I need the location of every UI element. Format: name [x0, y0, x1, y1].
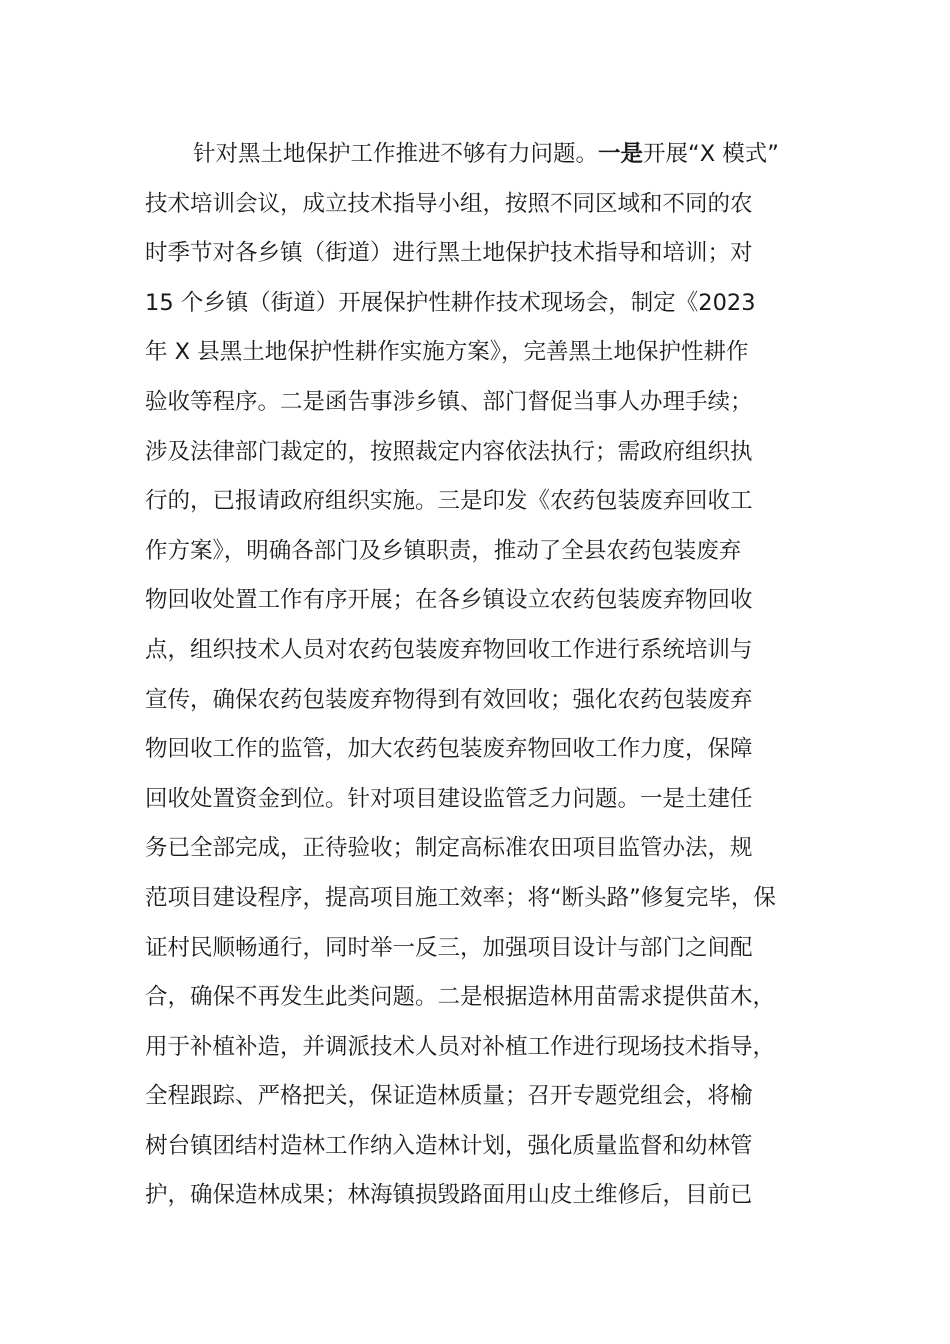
paragraph-line: 范项目建设程序，提高项目施工效率；将“断头路”修复完毕，保: [145, 884, 776, 911]
paragraph-line: 树台镇团结村造林工作纳入造林计划，强化质量监督和幼林管: [145, 1132, 753, 1159]
line-1-lead-text: 针对黑土地保护工作推进不够有力问题。: [193, 141, 599, 167]
paragraph-line: 用于补植补造，并调派技术人员对补植工作进行现场技术指导，: [145, 1033, 776, 1060]
paragraph-line: 务已全部完成，正待验收；制定高标准农田项目监管办法，规: [145, 835, 753, 862]
paragraph-line: 作方案》，明确各部门及乡镇职责，推动了全县农药包装废弃: [145, 537, 742, 564]
paragraph-line: 时季节对各乡镇（街道）进行黑土地保护技术指导和培训；对: [145, 240, 753, 267]
line-1-tail-text: 开展“X 模式”: [643, 141, 779, 167]
paragraph-line: 年 X 县黑土地保护性耕作实施方案》，完善黑土地保护性耕作: [145, 339, 749, 366]
paragraph-line: 宣传，确保农药包装废弃物得到有效回收；强化农药包装废弃: [145, 686, 753, 713]
paragraph-line: 涉及法律部门裁定的，按照裁定内容依法执行；需政府组织执: [145, 438, 753, 465]
emphasis-yishi: 一是: [598, 141, 644, 167]
paragraph-line-1: [145, 130, 825, 180]
paragraph-line: 验收等程序。二是函告事涉乡镇、部门督促当事人办理手续；: [145, 388, 753, 415]
paragraph-line: 合，确保不再发生此类问题。二是根据造林用苗需求提供苗木，: [145, 984, 776, 1011]
paragraph-line: 回收处置资金到位。针对项目建设监管乏力问题。一是土建任: [145, 785, 753, 812]
paragraph-line: 物回收处置工作有序开展；在各乡镇设立农药包装废弃物回收: [145, 587, 753, 614]
paragraph-line: 技术培训会议，成立技术指导小组，按照不同区域和不同的农: [145, 190, 753, 217]
paragraph-line: 点，组织技术人员对农药包装废弃物回收工作进行系统培训与: [145, 636, 753, 663]
paragraph-line: 护，确保造林成果；林海镇损毁路面用山皮土维修后，目前已: [145, 1182, 753, 1209]
paragraph-line: 行的，已报请政府组织实施。三是印发《农药包装废弃回收工: [145, 488, 753, 515]
paragraph-line: 15 个乡镇（街道）开展保护性耕作技术现场会，制定《2023: [145, 289, 756, 316]
paragraph-line: 全程跟踪、严格把关，保证造林质量；召开专题党组会，将榆: [145, 1083, 753, 1110]
paragraph-line: 物回收工作的监管，加大农药包装废弃物回收工作力度，保障: [145, 736, 753, 763]
paragraph-line: 证村民顺畅通行，同时举一反三，加强项目设计与部门之间配: [145, 934, 753, 961]
body-paragraph: [145, 130, 825, 1221]
